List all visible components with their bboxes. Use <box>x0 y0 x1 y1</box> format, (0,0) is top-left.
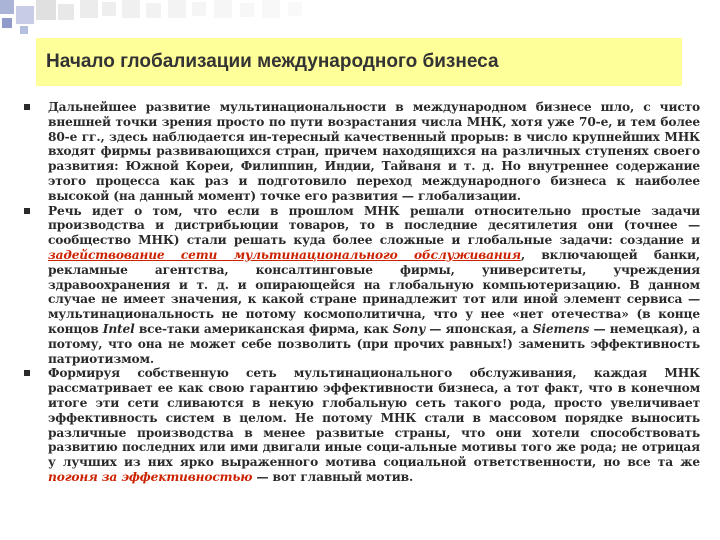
bullet-text: — японская, а <box>425 321 533 336</box>
bullet-text: Речь идет о том, что если в прошлом МНК решали относительно простые задачи производства и дистрибьюции товаров, то в последние десятилетия они (точнее — сообщество МНК) стали решать куда более сложные и глобальные задачи: создание и <box>48 203 700 248</box>
decor-square <box>58 4 74 20</box>
decor-square <box>168 0 186 18</box>
brand-name: Intel <box>102 321 135 336</box>
decorative-squares <box>0 0 720 40</box>
brand-name: Siemens <box>532 321 590 336</box>
decor-square <box>192 2 206 16</box>
slide-title: Начало глобализации международного бизнеса <box>46 51 499 72</box>
highlight-phrase: погоня за эффективностью <box>48 469 253 484</box>
brand-name: Sony <box>392 321 426 336</box>
bullet-square-icon <box>24 370 30 376</box>
bullet-item <box>20 366 700 484</box>
bullet-text: Формируя собственную сеть мультинационального обслуживания, каждая МНК рассматривает ее как свою гарантию эффективности бизнеса, а тот факт, что в конечном итоге эти сети сливаются в некую глобальную сеть такого рода, просто увеличивает эффективность систем в целом. Не потому МНК стали в массовом порядке выносить различные производства в менее развитые страны, что они хотели способствовать развитию последних или ими двигали иные соци-альные мотивы того же рода; не отрицая у лучших из них ярко выраженного мотива социальной ответственности, но все та же <box>48 366 700 470</box>
decor-square <box>20 26 28 34</box>
decor-square <box>122 0 140 18</box>
bullet-text: — вот главный мотив. <box>252 469 414 484</box>
bullet-text: все-таки американская фирма, как <box>134 321 393 336</box>
highlight-phrase: задействование сети мультинационального обслуживания <box>48 247 521 262</box>
decor-square <box>0 0 14 14</box>
bullet-text: — немецкая), а потому, что она не может себе позволить (при прочих равных!) заменить эффективность патриотизмом. <box>48 321 700 366</box>
bullet-text: Дальнейшее развитие мультинациональности в международном бизнесе шло, с чисто внешней точки зрения просто по пути возрастания числа МНК, хотя уже 70-е, и тем более 80-е гг., здесь наблюдается ин-тересный качественный прорыв: в число крупнейших МНК входят фирмы развивающихся стран, причем находящихся на различных ступенях своего развития: Южной Кореи, Филиппин, Индии, Тайваня и т. д. Но внутреннее содержание этого процесса как раз и подготовило переход международного бизнеса к наиболее высокой (на данный момент) точке его развития — глобализации. <box>48 100 700 203</box>
decor-square <box>36 0 56 20</box>
bullet-square-icon <box>24 208 30 214</box>
decor-square <box>102 2 116 16</box>
decor-square <box>146 3 161 18</box>
bullet-square-icon <box>24 104 30 110</box>
bullet-text: , включающей банки, рекламные агентства, консалтинговые фирмы, университеты, учреждения здравоохранения и т. д. и опирающейся на глобальную компьютеризацию. В данном случае не имеет значения, к какой стране принадлежит тот или иной элемент сервиса — мультинациональность не потому космополитична, что у нее «нет отечества» (в конце концов <box>48 247 700 336</box>
decor-square <box>16 6 34 24</box>
decor-square <box>288 2 302 16</box>
decor-square <box>214 0 232 18</box>
bullet-item <box>20 204 700 367</box>
decor-square <box>240 3 254 17</box>
decor-square <box>2 18 12 28</box>
slide-body <box>20 100 700 535</box>
decor-square <box>262 0 280 18</box>
decor-square <box>80 0 98 18</box>
title-band <box>36 38 682 86</box>
bullet-item <box>20 100 700 204</box>
